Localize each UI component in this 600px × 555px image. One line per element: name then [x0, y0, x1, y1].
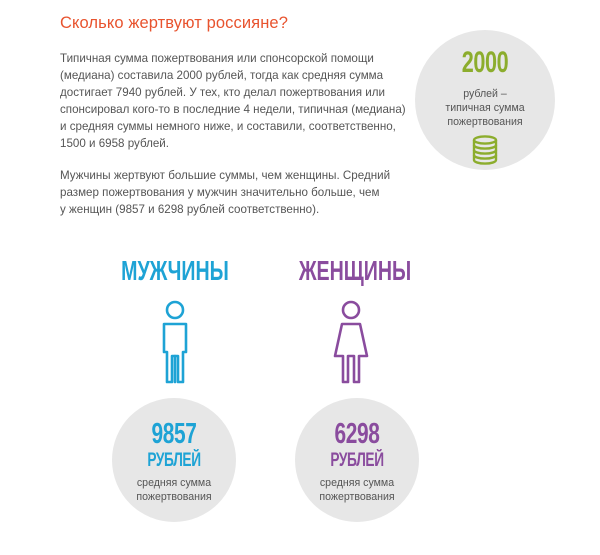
caption-line: пожертвования — [136, 491, 212, 503]
woman-icon — [333, 300, 369, 386]
women-average-circle — [295, 398, 419, 522]
caption-line: пожертвования — [447, 116, 523, 128]
median-circle — [415, 30, 555, 170]
paragraph-line: Типичная сумма пожертвования или спонсорской помощи — [60, 52, 374, 65]
paragraph-line: (медиана) составила 2000 рублей, тогда как средняя сумма — [60, 69, 384, 82]
caption-line: рублей – — [463, 88, 507, 100]
paragraph-line: достигает 7940 рублей. У тех, кто делал пожертвования или — [60, 86, 385, 99]
intro-paragraph — [60, 50, 406, 152]
coins-icon — [471, 134, 499, 170]
paragraph-line: 1500 и 6958 рублей. — [60, 137, 169, 150]
caption-line: типичная сумма — [445, 102, 525, 114]
men-unit: РУБЛЕЙ — [147, 450, 201, 471]
men-caption — [112, 476, 236, 504]
paragraph-line: и средняя суммы немного ниже, и составили, соответственно, — [60, 120, 396, 133]
man-icon — [160, 300, 190, 386]
men-average-circle — [112, 398, 236, 522]
men-label: МУЖЧИНЫ — [121, 255, 229, 286]
paragraph-line: спонсировал кого-то в последние 4 недели, типичная (медиана) — [60, 103, 406, 116]
median-caption — [415, 87, 555, 129]
caption-line: средняя сумма — [136, 477, 212, 489]
page-title: Сколько жертвуют россияне? — [60, 14, 288, 32]
men-value: 9857 — [151, 418, 197, 450]
caption-line: пожертвования — [319, 491, 395, 503]
women-caption — [295, 476, 419, 504]
paragraph-line: Мужчины жертвуют большие суммы, чем женщины. Средний — [60, 169, 391, 182]
women-label: ЖЕНЩИНЫ — [298, 255, 412, 286]
caption-line: средняя сумма — [319, 477, 395, 489]
women-value: 6298 — [334, 418, 380, 450]
paragraph-line: у женщин (9857 и 6298 рублей соответственно). — [60, 203, 320, 216]
paragraph-line: размер пожертвования у мужчин значительно больше, чем — [60, 186, 380, 199]
women-unit: РУБЛЕЙ — [330, 450, 384, 471]
gender-paragraph — [60, 167, 400, 218]
median-value: 2000 — [461, 46, 509, 79]
